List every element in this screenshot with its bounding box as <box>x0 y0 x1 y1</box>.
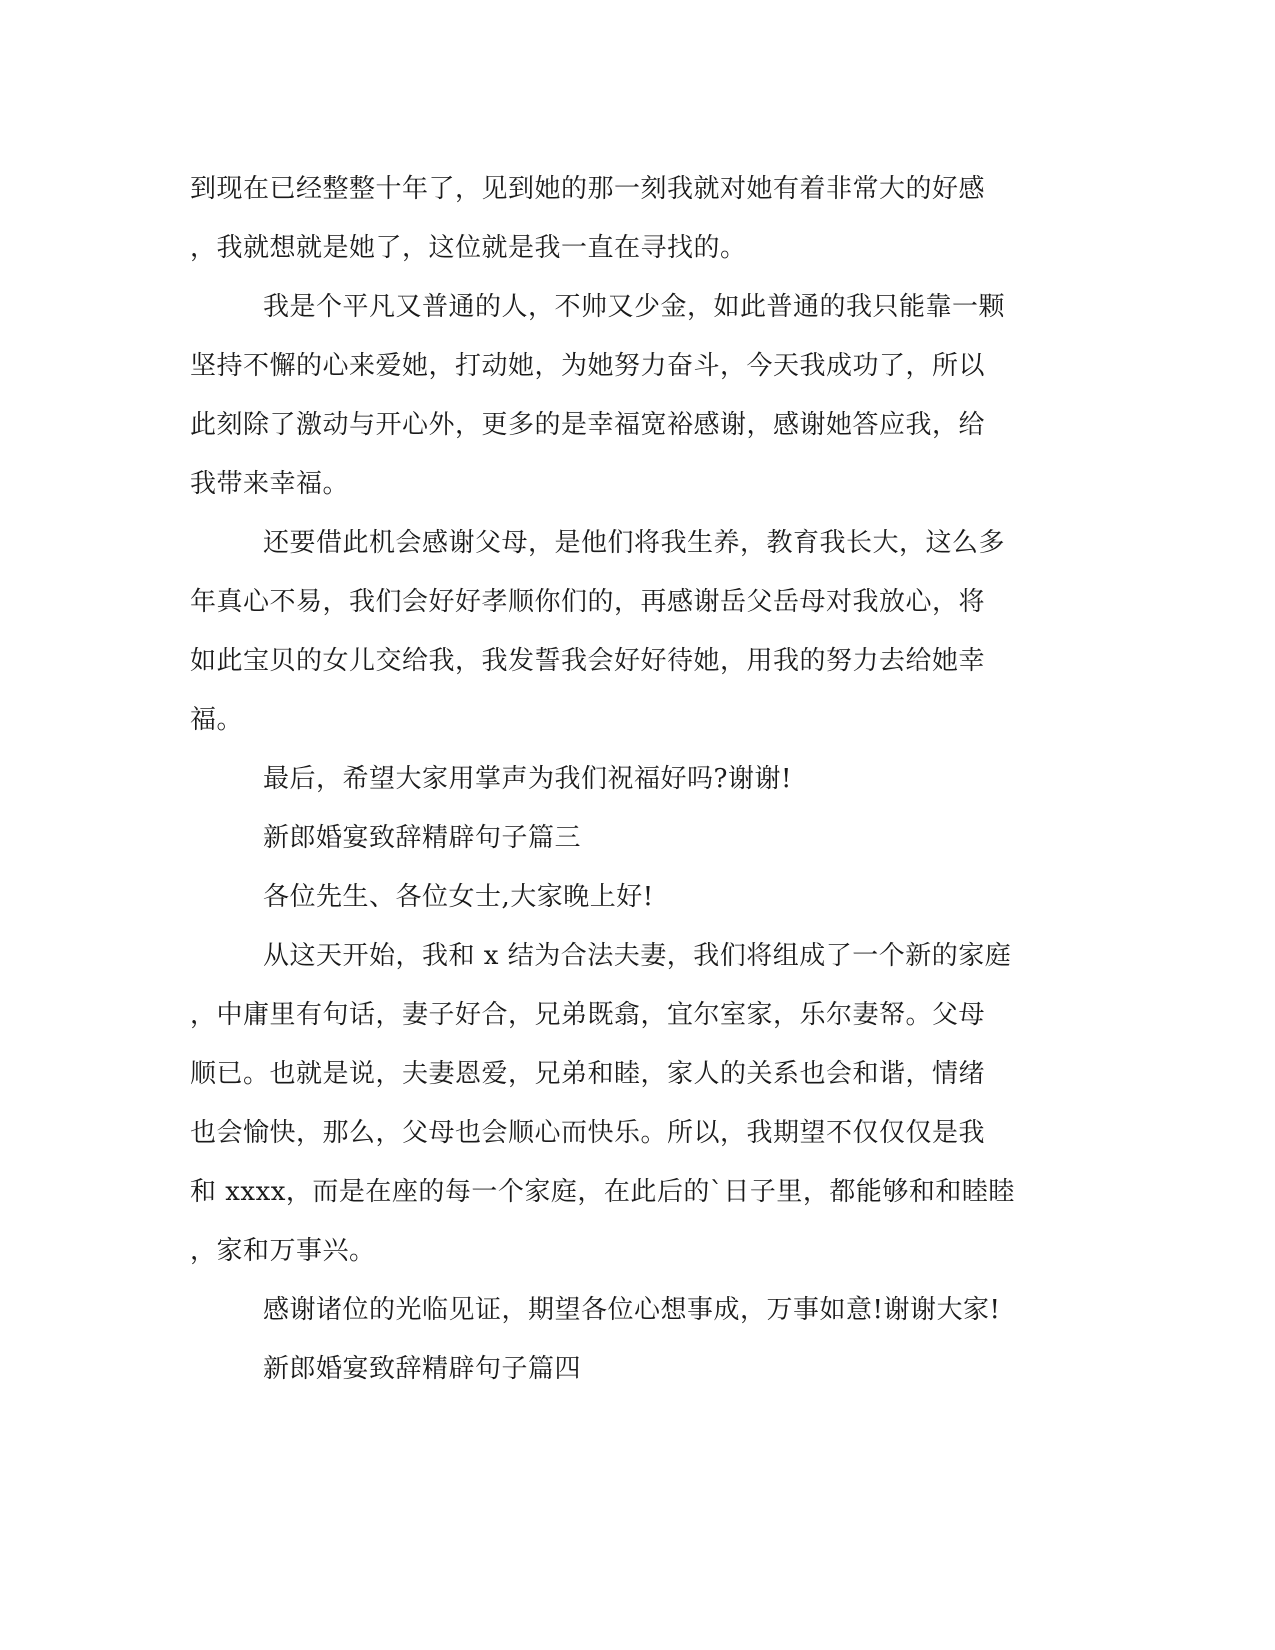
text-line: 也会愉快，那么，父母也会顺心而快乐。所以，我期望不仅仅仅是我 <box>190 1118 986 1148</box>
text-line: ，家和万事兴。 <box>190 1236 376 1266</box>
text-line: 福。 <box>190 705 244 735</box>
body-text <box>190 160 1080 1399</box>
text-line: 到现在已经整整十年了，见到她的那一刻我就对她有着非常大的好感 <box>190 174 986 204</box>
paragraph-first-line: 还要借此机会感谢父母，是他们将我生养，教育我长大，这么多 <box>263 528 1006 558</box>
text-line: 和 xxxx，而是在座的每一个家庭，在此后的`日子里，都能够和和睦睦 <box>190 1177 1015 1207</box>
paragraph-first-line: 各位先生、各位女士,大家晚上好! <box>263 882 654 912</box>
text-line: ，我就想就是她了，这位就是我一直在寻找的。 <box>190 233 747 263</box>
text-line: 如此宝贝的女儿交给我，我发誓我会好好待她，用我的努力去给她幸 <box>190 646 986 676</box>
paragraph-first-line: 最后，希望大家用掌声为我们祝福好吗?谢谢! <box>263 764 792 794</box>
text-line: 此刻除了激动与开心外，更多的是幸福宽裕感谢，感谢她答应我，给 <box>190 410 986 440</box>
paragraph-first-line: 从这天开始，我和 x 结为合法夫妻，我们将组成了一个新的家庭 <box>263 941 1012 971</box>
text-line: ，中庸里有句话，妻子好合，兄弟既翕，宜尔室家，乐尔妻帑。父母 <box>190 1000 986 1030</box>
section-heading: 新郎婚宴致辞精辟句子篇四 <box>263 1354 582 1384</box>
text-line: 年真心不易，我们会好好孝顺你们的，再感谢岳父岳母对我放心，将 <box>190 587 986 617</box>
text-line: 顺已。也就是说，夫妻恩爱，兄弟和睦，家人的关系也会和谐，情绪 <box>190 1059 986 1089</box>
section-heading: 新郎婚宴致辞精辟句子篇三 <box>263 823 582 853</box>
paragraph-first-line: 感谢诸位的光临见证，期望各位心想事成，万事如意!谢谢大家! <box>263 1295 1001 1325</box>
text-line: 我带来幸福。 <box>190 469 350 499</box>
paragraph-first-line: 我是个平凡又普通的人，不帅又少金，如此普通的我只能靠一颗 <box>263 292 1006 322</box>
text-line: 坚持不懈的心来爱她，打动她，为她努力奋斗，今天我成功了，所以 <box>190 351 986 381</box>
